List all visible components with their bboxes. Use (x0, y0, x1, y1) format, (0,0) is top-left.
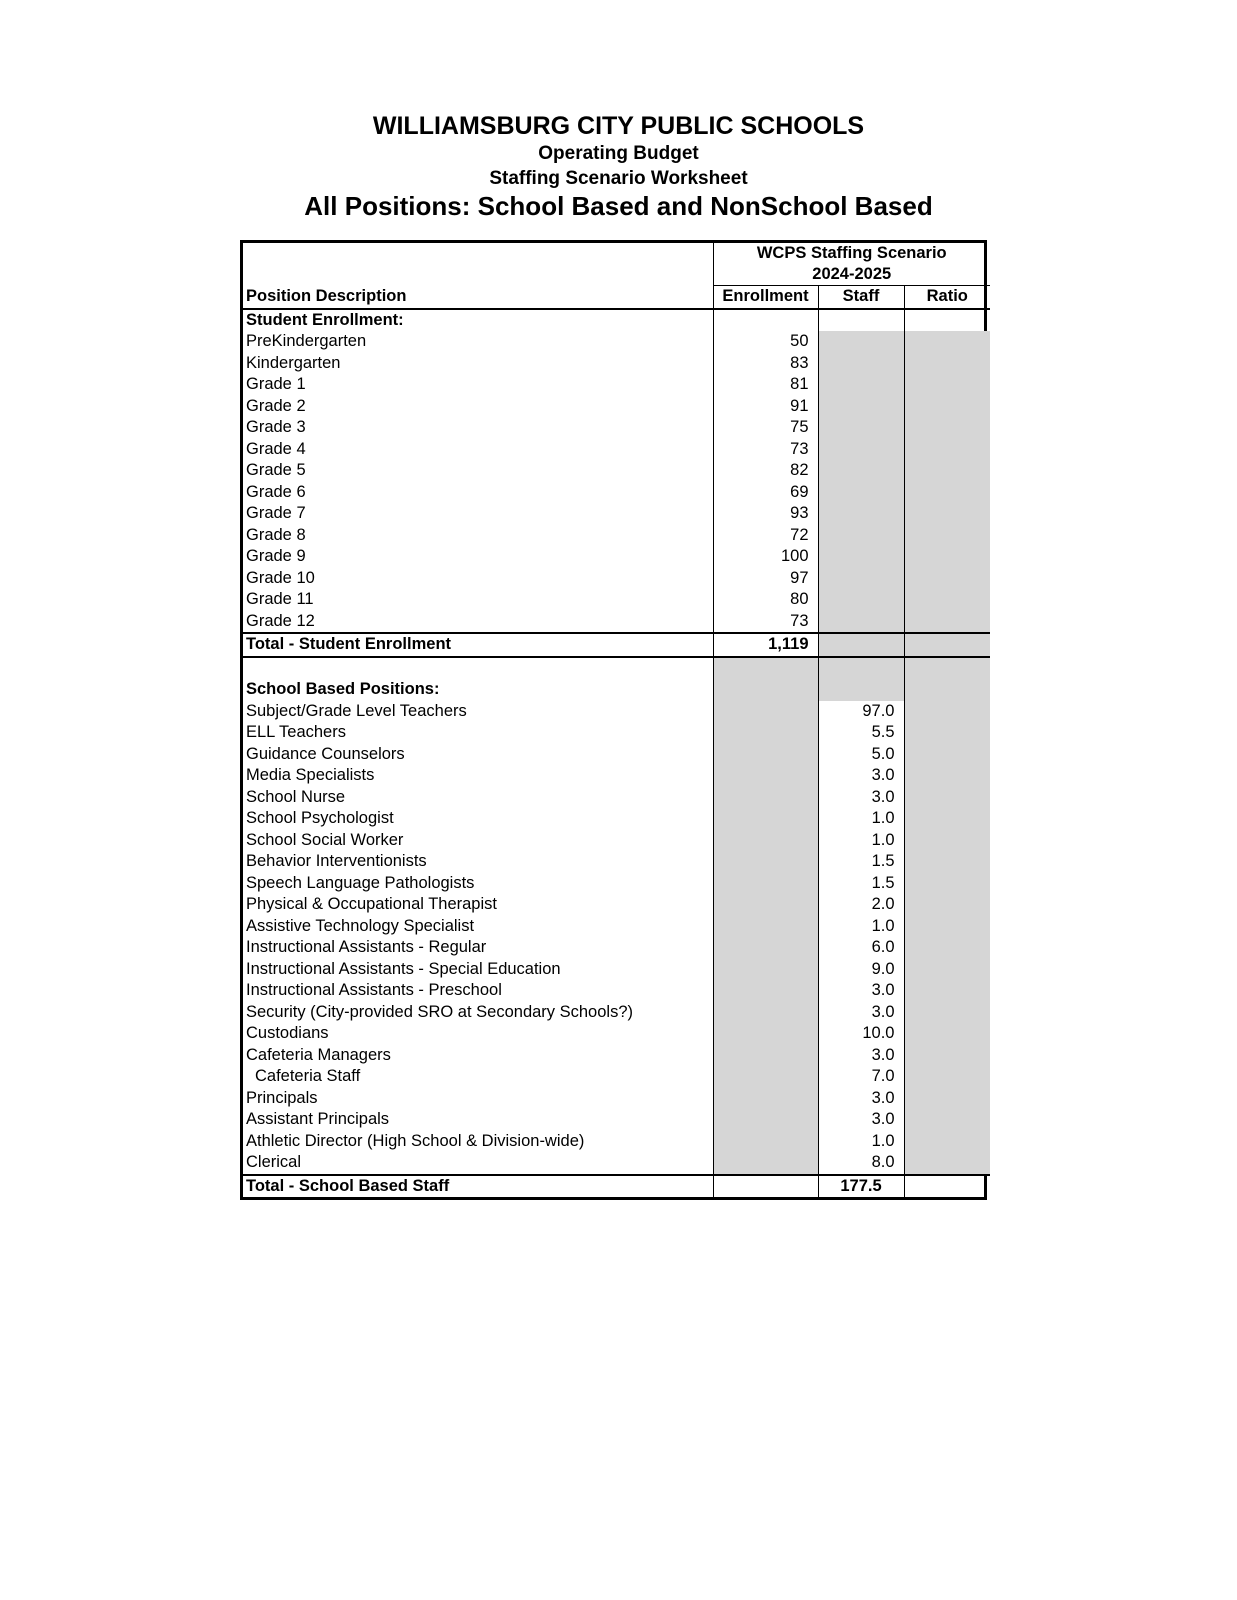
enrollment-cell-blank (713, 1045, 818, 1067)
position-staff-value: 6.0 (818, 937, 904, 959)
position-staff-value: 10.0 (818, 1023, 904, 1045)
enrollment-row (243, 503, 990, 525)
enrollment-value: 83 (713, 353, 818, 375)
position-row (243, 1152, 990, 1175)
position-label: Assistive Technology Specialist (246, 916, 475, 935)
position-staff-value: 1.0 (818, 1131, 904, 1153)
position-label: Instructional Assistants - Special Education (246, 959, 561, 978)
org-title: WILLIAMSBURG CITY PUBLIC SCHOOLS (372, 112, 865, 140)
staff-cell-blank (818, 396, 904, 418)
position-row (243, 808, 990, 830)
ratio-cell-blank (904, 744, 990, 766)
enrollment-label: Grade 12 (246, 611, 315, 630)
subtitle-all-positions: All Positions: School Based and NonSchool Based (304, 191, 933, 221)
col-header-description: Position Description (243, 286, 713, 309)
positions-total-value: 177.5 (818, 1175, 904, 1198)
enrollment-cell-blank (713, 1023, 818, 1045)
staff-cell-blank (818, 546, 904, 568)
ratio-cell-blank (904, 546, 990, 568)
positions-total-row (243, 1175, 990, 1198)
ratio-cell-blank (904, 331, 990, 353)
scenario-title: WCPS Staffing Scenario (756, 244, 947, 262)
position-label: Media Specialists (246, 766, 375, 785)
enrollment-value: 93 (713, 503, 818, 525)
position-row (243, 744, 990, 766)
position-staff-value: 3.0 (818, 1002, 904, 1024)
position-row (243, 765, 990, 787)
position-staff-value: 1.5 (818, 851, 904, 873)
ratio-cell-blank (904, 808, 990, 830)
col-header-ratio: Ratio (904, 286, 990, 309)
ratio-cell-blank (904, 503, 990, 525)
ratio-cell-blank (904, 396, 990, 418)
ratio-cell-blank (904, 1088, 990, 1110)
enrollment-cell-blank (713, 851, 818, 873)
enrollment-row (243, 611, 990, 634)
position-staff-value: 5.5 (818, 722, 904, 744)
enrollment-label: Kindergarten (246, 353, 341, 372)
ratio-cell-blank (904, 1152, 990, 1175)
enrollment-value: 73 (713, 439, 818, 461)
enrollment-row (243, 331, 990, 353)
position-row (243, 830, 990, 852)
position-label: Security (City-provided SRO at Secondary Schools?) (246, 1002, 633, 1021)
position-row (243, 894, 990, 916)
position-label: Speech Language Pathologists (246, 873, 475, 892)
col-header-staff: Staff (818, 286, 904, 309)
ratio-cell-blank (904, 439, 990, 461)
position-row (243, 1066, 990, 1088)
enrollment-label: PreKindergarten (246, 332, 367, 351)
staff-cell-blank (818, 331, 904, 353)
position-staff-value: 1.0 (818, 808, 904, 830)
ratio-cell-blank (904, 633, 990, 657)
staff-cell-blank (818, 482, 904, 504)
enrollment-row (243, 482, 990, 504)
enrollment-cell-blank (713, 1088, 818, 1110)
enrollment-total-value: 1,119 (713, 633, 818, 657)
position-staff-value: 97.0 (818, 701, 904, 723)
enrollment-value: 91 (713, 396, 818, 418)
enrollment-row (243, 374, 990, 396)
ratio-cell-blank (904, 482, 990, 504)
position-label: Principals (246, 1088, 318, 1107)
position-label: Athletic Director (High School & Division-wide) (246, 1131, 585, 1150)
position-row (243, 701, 990, 723)
enrollment-cell-blank (713, 1152, 818, 1175)
position-label: School Social Worker (246, 830, 404, 849)
staff-cell-blank (818, 589, 904, 611)
enrollment-value: 97 (713, 568, 818, 590)
enrollment-value: 82 (713, 460, 818, 482)
enrollment-cell-blank (713, 765, 818, 787)
staff-cell-blank (818, 417, 904, 439)
position-staff-value: 1.0 (818, 916, 904, 938)
enrollment-total-row (243, 633, 990, 657)
staff-cell-blank (818, 568, 904, 590)
position-label: Cafeteria Managers (246, 1045, 391, 1064)
staff-cell-blank (818, 374, 904, 396)
ratio-cell-blank (904, 873, 990, 895)
ratio-cell-blank (904, 1066, 990, 1088)
enrollment-label: Grade 4 (246, 439, 306, 458)
subtitle-operating-budget: Operating Budget (538, 143, 699, 164)
position-row (243, 1023, 990, 1045)
position-staff-value: 7.0 (818, 1066, 904, 1088)
ratio-cell-blank (904, 374, 990, 396)
enrollment-total-label: Total - Student Enrollment (243, 633, 713, 657)
position-row (243, 1109, 990, 1131)
ratio-cell-blank (904, 525, 990, 547)
enrollment-cell-blank (713, 1066, 818, 1088)
enrollment-cell-blank (713, 1109, 818, 1131)
ratio-cell-blank (904, 417, 990, 439)
ratio-cell-blank (904, 916, 990, 938)
enrollment-label: Grade 8 (246, 525, 306, 544)
position-row (243, 873, 990, 895)
position-row (243, 851, 990, 873)
enrollment-row (243, 396, 990, 418)
ratio-cell-blank (904, 1002, 990, 1024)
ratio-cell-blank (904, 353, 990, 375)
enrollment-cell-blank (713, 701, 818, 723)
position-row (243, 1002, 990, 1024)
enrollment-row (243, 353, 990, 375)
position-label: School Nurse (246, 787, 346, 806)
enrollment-value: 72 (713, 525, 818, 547)
section-student-enrollment: Student Enrollment: (246, 310, 404, 329)
ratio-cell-blank (904, 589, 990, 611)
position-staff-value: 3.0 (818, 765, 904, 787)
position-staff-value: 1.5 (818, 873, 904, 895)
position-staff-value: 5.0 (818, 744, 904, 766)
ratio-cell-blank (904, 460, 990, 482)
position-row (243, 787, 990, 809)
enrollment-row (243, 439, 990, 461)
position-row (243, 1131, 990, 1153)
enrollment-value: 100 (713, 546, 818, 568)
enrollment-cell-blank (713, 916, 818, 938)
position-staff-value: 3.0 (818, 980, 904, 1002)
staff-cell-blank (818, 503, 904, 525)
staff-cell-blank (818, 525, 904, 547)
enrollment-value: 73 (713, 611, 818, 634)
enrollment-label: Grade 1 (246, 375, 306, 394)
position-staff-value: 1.0 (818, 830, 904, 852)
position-label: School Psychologist (246, 809, 394, 828)
position-label: Guidance Counselors (246, 744, 405, 763)
ratio-cell-blank (904, 851, 990, 873)
position-label: Assistant Principals (246, 1110, 390, 1129)
position-staff-value: 3.0 (818, 1045, 904, 1067)
enrollment-cell-blank (713, 722, 818, 744)
enrollment-label: Grade 9 (246, 547, 306, 566)
enrollment-value: 50 (713, 331, 818, 353)
position-staff-value: 9.0 (818, 959, 904, 981)
enrollment-row (243, 589, 990, 611)
ratio-cell-blank (904, 722, 990, 744)
position-row (243, 1088, 990, 1110)
staffing-table (240, 240, 987, 1200)
position-staff-value: 3.0 (818, 1109, 904, 1131)
enrollment-label: Grade 2 (246, 396, 306, 415)
staff-cell-blank (818, 611, 904, 634)
positions-total-label: Total - School Based Staff (243, 1175, 713, 1198)
enrollment-row (243, 546, 990, 568)
enrollment-cell-blank (713, 937, 818, 959)
position-label: Custodians (246, 1024, 329, 1043)
position-label: Subject/Grade Level Teachers (246, 701, 467, 720)
enrollment-row (243, 460, 990, 482)
enrollment-row (243, 417, 990, 439)
enrollment-label: Grade 11 (246, 590, 314, 609)
ratio-cell-blank (904, 1045, 990, 1067)
position-label: Cafeteria Staff (255, 1067, 361, 1086)
enrollment-value: 75 (713, 417, 818, 439)
ratio-cell-blank (904, 1109, 990, 1131)
scenario-header (713, 243, 990, 286)
position-label: Physical & Occupational Therapist (246, 895, 497, 914)
position-row (243, 916, 990, 938)
staff-cell-blank (818, 353, 904, 375)
enrollment-cell-blank (713, 1002, 818, 1024)
enrollment-cell-blank (713, 787, 818, 809)
position-row (243, 1045, 990, 1067)
position-label: Behavior Interventionists (246, 852, 427, 871)
enrollment-cell-blank (713, 980, 818, 1002)
ratio-cell-blank (904, 1023, 990, 1045)
enrollment-label: Grade 3 (246, 418, 306, 437)
ratio-cell-blank (904, 894, 990, 916)
enrollment-label: Grade 7 (246, 504, 306, 523)
enrollment-cell-blank (713, 830, 818, 852)
scenario-year: 2024-2025 (812, 265, 892, 283)
staff-cell-blank (818, 439, 904, 461)
position-row (243, 722, 990, 744)
enrollment-row (243, 568, 990, 590)
section-school-based-positions: School Based Positions: (246, 680, 440, 699)
subtitle-worksheet: Staffing Scenario Worksheet (489, 168, 748, 189)
enrollment-row (243, 525, 990, 547)
enrollment-value: 69 (713, 482, 818, 504)
position-label: Instructional Assistants - Regular (246, 938, 487, 957)
enrollment-cell-blank (713, 744, 818, 766)
position-staff-value: 3.0 (818, 787, 904, 809)
enrollment-value: 80 (713, 589, 818, 611)
enrollment-cell-blank (713, 808, 818, 830)
ratio-cell-blank (904, 568, 990, 590)
staff-cell-blank (818, 460, 904, 482)
enrollment-label: Grade 10 (246, 568, 315, 587)
ratio-cell-blank (904, 765, 990, 787)
ratio-cell-blank (904, 937, 990, 959)
position-label: ELL Teachers (246, 723, 346, 742)
position-staff-value: 8.0 (818, 1152, 904, 1175)
staff-cell-blank (818, 633, 904, 657)
ratio-cell-blank (904, 611, 990, 634)
enrollment-value: 81 (713, 374, 818, 396)
ratio-cell-blank (904, 787, 990, 809)
enrollment-label: Grade 6 (246, 482, 306, 501)
position-row (243, 937, 990, 959)
position-staff-value: 2.0 (818, 894, 904, 916)
ratio-cell-blank (904, 830, 990, 852)
ratio-cell-blank (904, 980, 990, 1002)
ratio-cell-blank (904, 1131, 990, 1153)
position-label: Instructional Assistants - Preschool (246, 981, 502, 1000)
ratio-cell-blank (904, 701, 990, 723)
position-row (243, 980, 990, 1002)
ratio-cell-blank (904, 959, 990, 981)
position-row (243, 959, 990, 981)
enrollment-cell-blank (713, 894, 818, 916)
enrollment-cell-blank (713, 959, 818, 981)
position-staff-value: 3.0 (818, 1088, 904, 1110)
enrollment-cell-blank (713, 873, 818, 895)
enrollment-cell-blank (713, 1131, 818, 1153)
enrollment-label: Grade 5 (246, 461, 306, 480)
position-label: Clerical (246, 1153, 302, 1172)
col-header-enrollment: Enrollment (713, 286, 818, 309)
